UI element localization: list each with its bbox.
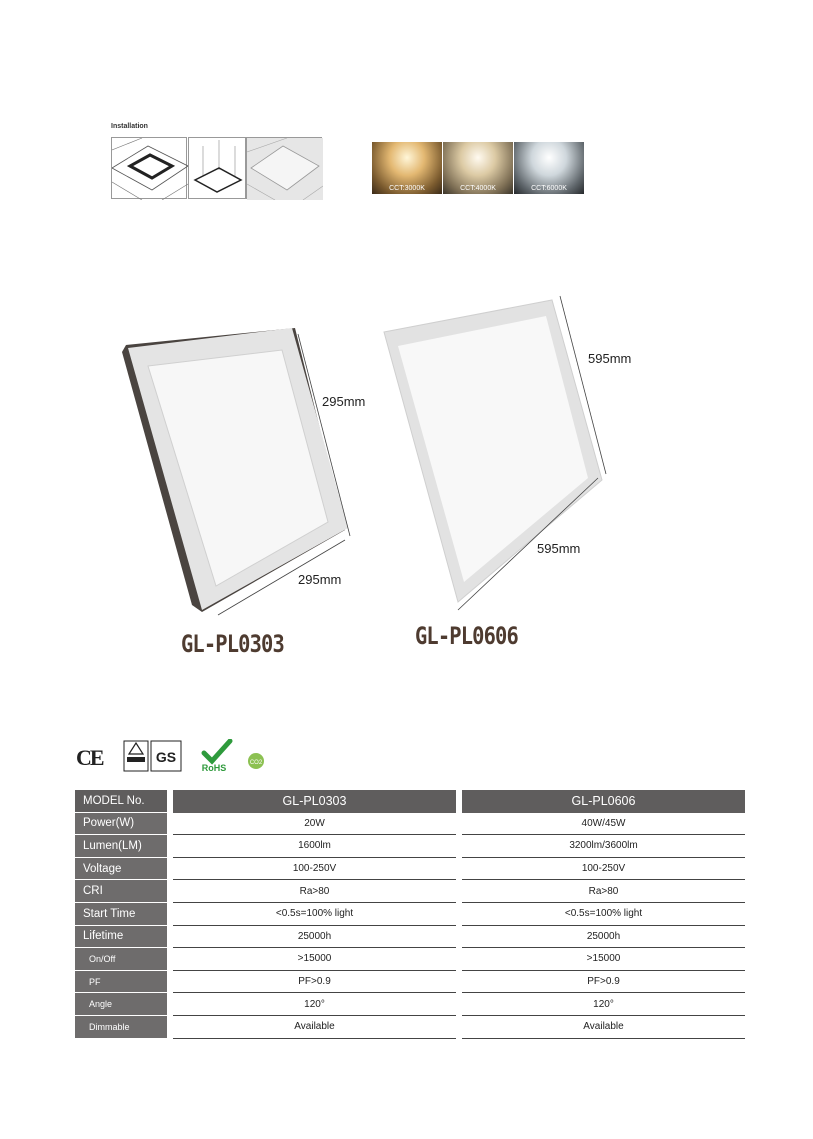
- co2-logo: [246, 751, 266, 771]
- spec-row-value-a: 100-250V: [173, 858, 456, 881]
- spec-row-label: Dimmable: [75, 1016, 167, 1039]
- spec-row-label: Start Time: [75, 903, 167, 926]
- cct-3000k-label: CCT:3000K: [389, 185, 425, 192]
- spec-row-label: On/Off: [75, 948, 167, 971]
- spec-header-row: [75, 790, 745, 813]
- suspended-install-diagram: [188, 137, 246, 199]
- spec-row-value-b: <0.5s=100% light: [462, 903, 745, 926]
- spec-row-value-a: >15000: [173, 948, 456, 971]
- spec-row: [75, 926, 745, 949]
- spec-row: [75, 880, 745, 903]
- header-model-label: MODEL No.: [75, 790, 167, 813]
- spec-row-value-b: 100-250V: [462, 858, 745, 881]
- spec-row: [75, 813, 745, 836]
- spec-row-label: Voltage: [75, 858, 167, 881]
- spec-row-value-b: 40W/45W: [462, 813, 745, 836]
- spec-row-value-b: 120°: [462, 993, 745, 1016]
- spec-row-value-b: 3200lm/3600lm: [462, 835, 745, 858]
- rohs-logo: [198, 739, 234, 773]
- panel-0606-image: [380, 292, 620, 612]
- spec-row-value-b: Ra>80: [462, 880, 745, 903]
- spec-row-value-a: 20W: [173, 813, 456, 836]
- panel-0303-width: 295mm: [298, 572, 342, 587]
- spec-table: [75, 790, 745, 1039]
- cct-4000k-swatch: [443, 142, 513, 194]
- cct-6000k-label: CCT:6000K: [531, 185, 567, 192]
- panel-0606-height: 595mm: [588, 351, 632, 366]
- ce-logo: CE: [76, 745, 103, 770]
- spec-row-value-b: Available: [462, 1016, 745, 1039]
- spec-row-value-a: 25000h: [173, 926, 456, 949]
- panel-0303-height: 295mm: [322, 394, 366, 409]
- panel-0606-width: 595mm: [537, 541, 581, 556]
- spec-row: [75, 948, 745, 971]
- svg-text:GS: GS: [155, 749, 177, 765]
- spec-row: [75, 1016, 745, 1039]
- header-model-b: GL-PL0606: [462, 790, 745, 813]
- cct-4000k-label: CCT:4000K: [460, 185, 496, 192]
- rohs-text: RoHS: [201, 763, 227, 773]
- spec-row-value-b: 25000h: [462, 926, 745, 949]
- spec-table-body: [75, 790, 745, 1039]
- spec-row-value-a: Ra>80: [173, 880, 456, 903]
- installation-label: Installation: [111, 123, 148, 130]
- spec-row: [75, 835, 745, 858]
- spec-row-value-a: Available: [173, 1016, 456, 1039]
- spec-row-label: CRI: [75, 880, 167, 903]
- spec-row: [75, 971, 745, 994]
- spec-row-label: Lifetime: [75, 926, 167, 949]
- spec-row-label: PF: [75, 971, 167, 994]
- spec-row: [75, 903, 745, 926]
- spec-row-label: Power(W): [75, 813, 167, 836]
- tuv-gs-logo: [123, 740, 183, 772]
- cct-3000k-swatch: [372, 142, 442, 194]
- spec-row-value-b: PF>0.9: [462, 971, 745, 994]
- surface-install-diagram: [246, 137, 322, 199]
- co2-text: CO2: [249, 760, 263, 766]
- spec-row-value-a: 1600lm: [173, 835, 456, 858]
- spec-row-value-a: 120°: [173, 993, 456, 1016]
- panel-0606-model: GL-PL0606: [415, 622, 518, 650]
- spec-row-value-a: PF>0.9: [173, 971, 456, 994]
- spec-row-value-a: <0.5s=100% light: [173, 903, 456, 926]
- panel-0303-model: GL-PL0303: [181, 630, 284, 658]
- spec-row-label: Lumen(LM): [75, 835, 167, 858]
- header-model-a: GL-PL0303: [173, 790, 456, 813]
- cct-6000k-swatch: [514, 142, 584, 194]
- spec-row-value-b: >15000: [462, 948, 745, 971]
- spec-row: [75, 858, 745, 881]
- spec-row-label: Angle: [75, 993, 167, 1016]
- spec-row: [75, 993, 745, 1016]
- recessed-install-diagram: [111, 137, 187, 199]
